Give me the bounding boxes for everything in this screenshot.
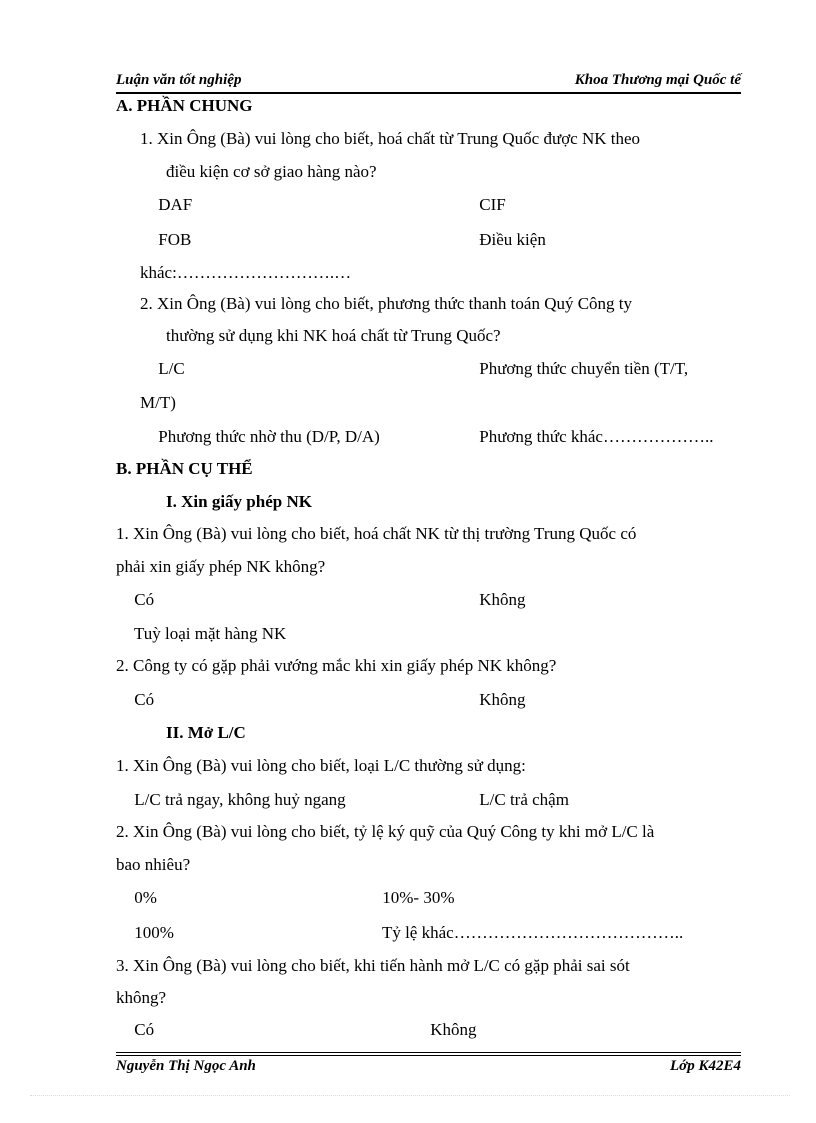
option-label: Phương thức chuyển tiền (T/T, xyxy=(479,359,689,378)
option-fob[interactable] xyxy=(140,229,191,251)
option-yes[interactable] xyxy=(116,1019,154,1041)
section-a-heading: A. PHẦN CHUNG xyxy=(116,96,253,115)
option-label: Tỷ lệ khác………………………………….. xyxy=(381,923,684,942)
option-other-ratio[interactable] xyxy=(364,922,683,944)
option-other-payment[interactable] xyxy=(461,426,713,448)
b2-q3-line1: 3. Xin Ông (Bà) vui lòng cho biết, khi tiến hành mở L/C có gặp phải sai sót xyxy=(116,956,630,975)
option-no[interactable] xyxy=(461,689,526,711)
option-label: L/C trả ngay, không huỷ ngang xyxy=(134,790,346,809)
option-label: Có xyxy=(134,590,155,609)
option-label: Có xyxy=(134,1020,155,1039)
option-label: Không xyxy=(479,590,526,609)
transfer-continuation: M/T) xyxy=(140,393,176,412)
option-other-terms[interactable] xyxy=(461,229,546,251)
header-right: Khoa Thương mại Quốc tế xyxy=(574,72,741,88)
option-10-30-percent[interactable] xyxy=(364,887,454,909)
part2-heading: II. Mở L/C xyxy=(166,723,246,742)
option-100-percent[interactable] xyxy=(116,922,174,944)
option-lc-sight[interactable] xyxy=(116,789,346,811)
b1-q1-line2: phải xin giấy phép NK không? xyxy=(116,557,326,576)
part1-heading: I. Xin giấy phép NK xyxy=(166,492,312,511)
footer-left: Nguyễn Thị Ngọc Anh xyxy=(116,1058,256,1074)
page-header xyxy=(116,70,741,94)
option-label: CIF xyxy=(479,195,506,214)
b2-q3-line2: không? xyxy=(116,988,167,1007)
option-label: Phương thức nhờ thu (D/P, D/A) xyxy=(158,427,380,446)
a-q1-line2: điều kiện cơ sở giao hàng nào? xyxy=(166,162,377,181)
option-label: 10%- 30% xyxy=(382,888,455,907)
option-label: FOB xyxy=(158,230,192,249)
option-0-percent[interactable] xyxy=(116,887,157,909)
option-label: 0% xyxy=(134,888,157,907)
option-lc[interactable] xyxy=(140,358,185,380)
a-q2-line1: 2. Xin Ông (Bà) vui lòng cho biết, phương thức thanh toán Quý Công ty xyxy=(140,294,633,313)
option-yes[interactable] xyxy=(116,589,154,611)
option-no[interactable] xyxy=(412,1019,477,1041)
option-yes[interactable] xyxy=(116,689,154,711)
page-bottom-divider xyxy=(30,1095,790,1096)
option-label: Phương thức khác……………….. xyxy=(479,427,714,446)
footer-rule xyxy=(116,1052,741,1053)
option-label: Không xyxy=(479,690,526,709)
option-depends[interactable] xyxy=(116,623,286,645)
option-label: L/C trả chậm xyxy=(479,790,569,809)
option-no[interactable] xyxy=(461,589,526,611)
a-q2-line2: thường sử dụng khi NK hoá chất từ Trung Quốc? xyxy=(166,326,501,345)
option-label: Có xyxy=(134,690,155,709)
footer-right: Lớp K42E4 xyxy=(670,1058,741,1074)
b2-q2-line2: bao nhiêu? xyxy=(116,855,191,874)
section-b-heading: B. PHẦN CỤ THỂ xyxy=(116,459,253,478)
option-label: Điều kiện xyxy=(479,230,546,249)
option-label: L/C xyxy=(158,359,185,378)
option-collection[interactable] xyxy=(140,426,380,448)
option-daf[interactable] xyxy=(140,194,192,216)
a-q1-line1: 1. Xin Ông (Bà) vui lòng cho biết, hoá chất từ Trung Quốc được NK theo xyxy=(140,129,641,148)
header-left: Luận văn tốt nghiệp xyxy=(116,72,242,88)
b2-q2-line1: 2. Xin Ông (Bà) vui lòng cho biết, tỷ lệ ký quỹ của Quý Công ty khi mở L/C là xyxy=(116,822,655,841)
option-label: 100% xyxy=(134,923,174,942)
option-cif[interactable] xyxy=(461,194,506,216)
page-footer xyxy=(116,1058,741,1078)
b1-q1-line1: 1. Xin Ông (Bà) vui lòng cho biết, hoá chất NK từ thị trường Trung Quốc có xyxy=(116,524,637,543)
option-lc-deferred[interactable] xyxy=(461,789,569,811)
other-terms-continuation: khác:……………………….… xyxy=(140,263,352,282)
option-label: Tuỳ loại mặt hàng NK xyxy=(133,624,287,643)
b2-q1: 1. Xin Ông (Bà) vui lòng cho biết, loại L/C thường sử dụng: xyxy=(116,756,526,775)
option-label: DAF xyxy=(158,195,193,214)
option-transfer[interactable] xyxy=(461,358,688,380)
b1-q2: 2. Công ty có gặp phải vướng mắc khi xin giấy phép NK không? xyxy=(116,656,557,675)
footer-rule xyxy=(116,1055,741,1056)
option-label: Không xyxy=(430,1020,477,1039)
